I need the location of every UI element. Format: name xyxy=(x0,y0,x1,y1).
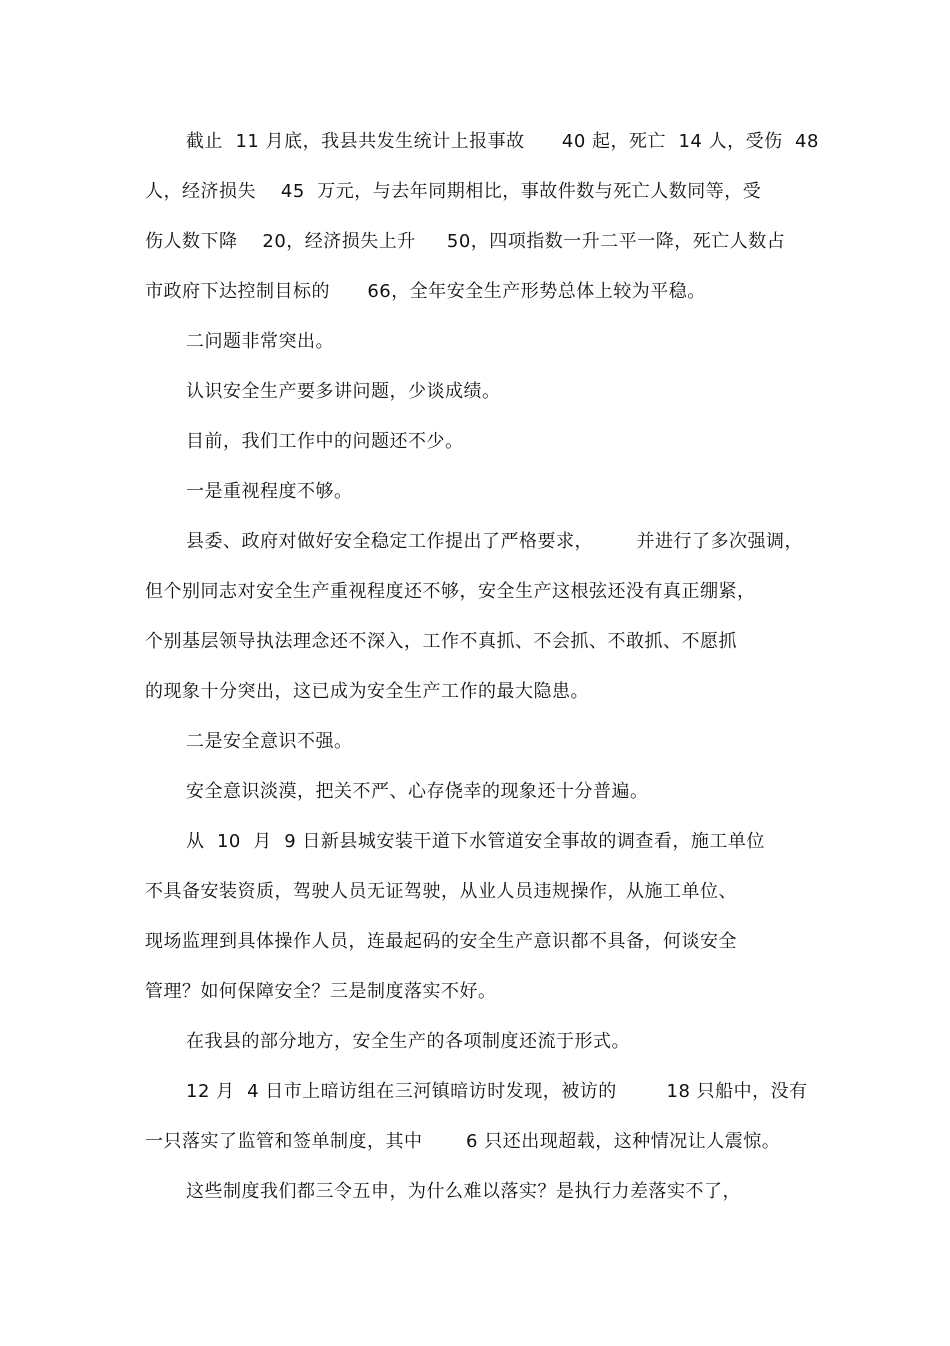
text-line: 目前，我们工作中的问题还不少。 xyxy=(186,431,464,452)
text-line: 市政府下达控制目标的 66，全年安全生产形势总体上较为平稳。 xyxy=(145,281,706,302)
text-line: 截止 11 月底，我县共发生统计上报事故 40 起，死亡 14 人，受伤 48 xyxy=(186,131,819,152)
text-line: 但个别同志对安全生产重视程度还不够，安全生产这根弦还没有真正绷紧， xyxy=(145,581,756,602)
text-line: 二问题非常突出。 xyxy=(186,331,334,352)
text-line: 县委、政府对做好安全稳定工作提出了严格要求， 并进行了多次强调， xyxy=(186,531,804,552)
text-line: 现场监理到具体操作人员，连最起码的安全生产意识都不具备，何谈安全 xyxy=(145,931,737,952)
text-line: 伤人数下降 20，经济损失上升 50，四项指数一升二平一降，死亡人数占 xyxy=(145,231,786,252)
text-line: 管理？如何保障安全？三是制度落实不好。 xyxy=(145,981,497,1002)
text-line: 二是安全意识不强。 xyxy=(186,731,353,752)
text-line: 的现象十分突出，这已成为安全生产工作的最大隐患。 xyxy=(145,681,589,702)
text-line: 认识安全生产要多讲问题，少谈成绩。 xyxy=(186,381,501,402)
text-line: 12 月 4 日市上暗访组在三河镇暗访时发现，被访的 18 只船中，没有 xyxy=(186,1081,808,1102)
text-line: 不具备安装资质，驾驶人员无证驾驶，从业人员违规操作，从施工单位、 xyxy=(145,881,737,902)
text-line: 一是重视程度不够。 xyxy=(186,481,353,502)
text-line: 安全意识淡漠，把关不严、心存侥幸的现象还十分普遍。 xyxy=(186,781,649,802)
text-line: 这些制度我们都三令五申，为什么难以落实？是执行力差落实不了， xyxy=(186,1181,741,1202)
text-line: 一只落实了监管和签单制度，其中 6 只还出现超载，这种情况让人震惊。 xyxy=(145,1131,781,1152)
text-line: 人，经济损失 45 万元，与去年同期相比，事故件数与死亡人数同等，受 xyxy=(145,181,762,202)
text-line: 在我县的部分地方，安全生产的各项制度还流于形式。 xyxy=(186,1031,630,1052)
text-line: 个别基层领导执法理念还不深入，工作不真抓、不会抓、不敢抓、不愿抓 xyxy=(145,631,737,652)
text-line: 从 10 月 9 日新县城安装干道下水管道安全事故的调查看，施工单位 xyxy=(186,831,765,852)
